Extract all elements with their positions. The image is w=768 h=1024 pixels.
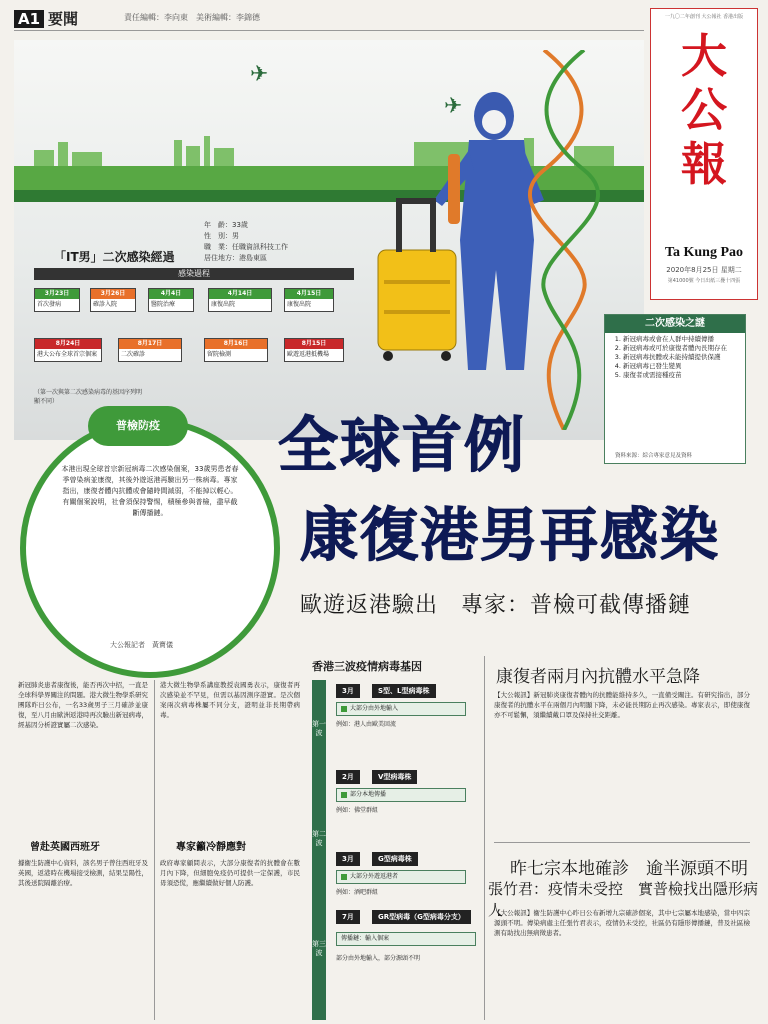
column-divider <box>154 680 155 1020</box>
masthead-char-3: 報 <box>681 137 727 191</box>
commentary-author: 大公報記者 黃寶儀 <box>110 641 173 649</box>
genome-month: 7月 <box>336 910 360 924</box>
plane-icon: ✈ <box>444 94 463 119</box>
second-infection-box <box>604 314 746 464</box>
step-date: 8月16日 <box>205 339 267 349</box>
step-text: 確診入院 <box>93 301 118 308</box>
genome-box <box>336 932 476 946</box>
profile-line: 職 業：任職資訊科技工作 <box>204 243 288 251</box>
step-date: 4月4日 <box>149 289 193 299</box>
genome-text: 例如：酒吧群組 <box>336 889 379 896</box>
timeline-step <box>118 338 182 362</box>
sub-headline: 歐遊返港驗出 專家：普檢可截傳播鏈 <box>300 593 692 618</box>
timeline-step <box>284 288 334 312</box>
genome-box <box>336 788 466 802</box>
wave-label: 第一波 <box>312 720 326 737</box>
step-text: 首次發病 <box>37 301 62 308</box>
article-column: 新冠肺炎患者康復後，能否再次中招，一直是全球科學界關注的問題。港大微生物學系研究團隊昨日公布，一名33歲男子三月確診並康復，至八月由歐洲返港時再次驗出新冠病毒，經基因分析證實屬二次感染。 <box>18 681 148 729</box>
article2-headline: 昨七宗本地確診 逾半源頭不明 <box>510 859 748 879</box>
masthead-fine-print: 第41000號 今日出紙三疊十四張 <box>667 278 741 284</box>
step-date: 8月17日 <box>119 339 181 349</box>
list-item: 5. 康復者或需接種疫苗 <box>623 371 741 380</box>
timeline-note: （第一次與第二次感染病毒的基因序列明顯不同） <box>34 389 143 405</box>
genome-text: 部分由外地輸入，部分源頭不明 <box>336 955 421 962</box>
timeline-step <box>34 288 80 312</box>
mystery-list <box>609 335 741 380</box>
genome-panel-title: 香港三波疫情病毒基因 <box>312 660 422 673</box>
timeline-step <box>204 338 268 362</box>
article-divider <box>494 842 750 843</box>
step-text: 二次確診 <box>121 351 146 358</box>
dna-helix-graphic <box>524 50 604 430</box>
masthead <box>650 8 758 300</box>
bullet-icon <box>341 792 347 798</box>
profile-line: 性 別：男 <box>204 232 239 240</box>
box-source: 資料來源：綜合專家意見及資料 <box>615 453 693 459</box>
profile-line: 年 齡：33歲 <box>204 221 248 229</box>
step-text: 港大公布全球首宗個案 <box>37 351 98 358</box>
article-column: 據衞生防護中心資料，該名男子曾往西班牙及英國，返港時在機場接受檢測，結果呈陽性，其後送院隔離治療。 <box>18 859 148 887</box>
genome-type: V型病毒株 <box>372 770 417 784</box>
section-code: A1 <box>14 10 44 28</box>
genome-type: GR型病毒（G型病毒分支） <box>372 910 471 924</box>
section-tag <box>14 8 78 29</box>
masthead-date: 2020年8月25日 星期二 <box>666 266 742 274</box>
wave-strip <box>312 680 326 1020</box>
commentary-badge: 普檢防疫 <box>88 406 188 446</box>
column-subhead: 曾赴英國西班牙 <box>30 842 100 853</box>
genome-type: G型病毒株 <box>372 852 418 866</box>
hero-illustration <box>14 40 644 440</box>
genome-box-text: 大部分由外地輸入 <box>350 705 399 712</box>
timeline-step <box>34 338 102 362</box>
genome-month: 2月 <box>336 770 360 784</box>
step-text: 留院檢測 <box>207 351 232 358</box>
list-item: 2. 新冠病毒或可於康復者體內長期存在 <box>623 344 741 353</box>
timeline-step <box>208 288 272 312</box>
masthead-char-2: 公 <box>681 83 727 137</box>
bullet-icon <box>341 706 347 712</box>
step-text: 歐遊返港抵機場 <box>287 351 330 358</box>
page-header <box>14 6 644 31</box>
masthead-roman: Ta Kung Pao <box>664 245 744 260</box>
profile-line: 居住地方：港島東區 <box>204 254 267 262</box>
timeline-step <box>90 288 136 312</box>
column-divider <box>484 656 485 1020</box>
masthead-char-1: 大 <box>681 29 727 83</box>
column-subhead: 專家籲冷靜應對 <box>176 842 246 853</box>
list-item: 4. 新冠病毒已發生變異 <box>623 362 741 371</box>
box-title: 二次感染之謎 <box>605 315 745 333</box>
genome-text: 例如：佛堂群組 <box>336 807 379 814</box>
wave-label: 第三波 <box>312 940 326 957</box>
plane-icon: ✈ <box>250 62 269 87</box>
step-text: 醫院治療 <box>151 301 176 308</box>
step-text: 康復出院 <box>211 301 236 308</box>
step-date: 4月14日 <box>209 289 271 299</box>
timeline-step <box>148 288 194 312</box>
article2-subheadline: 張竹君：疫情未受控 實普檢找出隱形病人 <box>488 880 759 919</box>
article1-headline: 康復者兩月內抗體水平急降 <box>496 667 700 687</box>
patient-profile <box>204 220 288 264</box>
step-text: 康復出院 <box>287 301 312 308</box>
genome-month: 3月 <box>336 852 360 866</box>
masthead-title <box>651 29 757 191</box>
genome-box-text: 部分本地傳播 <box>350 791 387 798</box>
section-name: 要聞 <box>48 10 79 28</box>
genome-box-text: 傳播鏈：輸入個案 <box>341 935 390 942</box>
list-item: 1. 新冠病毒或會在人群中持續傳播 <box>623 335 741 344</box>
genome-box <box>336 702 466 716</box>
genome-type: S型、L型病毒株 <box>372 684 436 698</box>
timeline-bar: 感染過程 <box>34 268 354 280</box>
step-date: 3月23日 <box>35 289 79 299</box>
step-date: 8月15日 <box>285 339 343 349</box>
bullet-icon <box>341 874 347 880</box>
masthead-small-text: 一九〇二年創刊 大公報社 香港出版 <box>664 14 744 20</box>
wave-label: 第二波 <box>312 830 326 847</box>
genome-box <box>336 870 466 884</box>
article1-body: 【大公報訊】新冠肺炎康復者體內的抗體能維持多久，一直備受關注。有研究指出，部分康復者的抗體水平在兩個月內明顯下降，未必能長期防止再次感染。專家表示，即使康復亦不可鬆懈，須繼續戴口罩及保持社交距離。 <box>494 691 750 719</box>
genome-box-text: 大部分外遊返港者 <box>350 873 399 880</box>
article-column: 政府專家顧問表示，大部分康復者的抗體會在數月內下降，但細胞免疫仍可提供一定保護，市民毋須恐慌，應繼續做好個人防護。 <box>160 859 300 887</box>
step-date: 3月26日 <box>91 289 135 299</box>
genome-month: 3月 <box>336 684 360 698</box>
list-item: 3. 新冠病毒抗體或未能持續提供保護 <box>623 353 741 362</box>
timeline-title: 「IT男」二次感染經過 <box>54 250 175 264</box>
main-headline-line1: 全球首例 <box>278 411 526 481</box>
step-date: 8月24日 <box>35 339 101 349</box>
genome-text: 例如：港人由歐美回流 <box>336 721 397 728</box>
article-column: 港大微生物學系講座教授袁國勇表示，康復者再次感染並不罕見，但需以基因測序證實。是次個案兩次病毒株屬不同分支，證明並非長期帶病毒。 <box>160 681 300 719</box>
main-headline-line2: 康復港男再感染 <box>300 501 721 569</box>
commentary-text: 本港出現全球首宗新冠病毒二次感染個案，33歲男患者春季曾染病並康復，其後外遊返港再驗出另一株病毒。專家指出，康復者體內抗體或會隨時間減弱，不能掉以輕心。有關個案說明，社會須保持警惕，積極參與普檢，盡早截斷傳播鏈。 <box>61 465 239 517</box>
article2-body: 【大公報訊】衞生防護中心昨日公布新增九宗確診個案，其中七宗屬本地感染，當中四宗源頭不明。傳染病處主任張竹君表示，疫情仍未受控，社區仍有隱形傳播鏈，普及社區檢測有助找出無病徵患者。 <box>494 909 750 937</box>
commentary-circle <box>20 418 280 678</box>
timeline-step <box>284 338 344 362</box>
editors-line: 責任編輯：李向東 美術編輯：李錦德 <box>124 13 260 22</box>
step-date: 4月15日 <box>285 289 333 299</box>
